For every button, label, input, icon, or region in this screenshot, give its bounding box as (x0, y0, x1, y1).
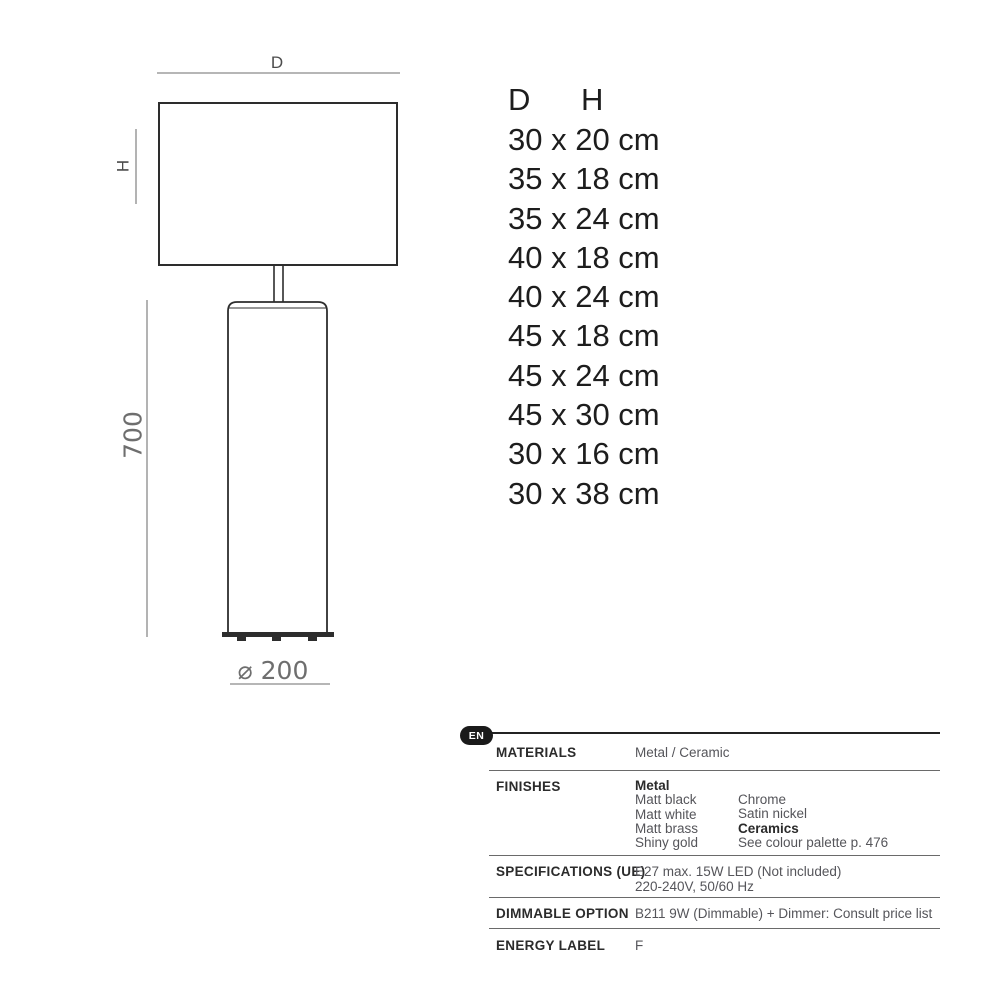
materials-label: MATERIALS (496, 745, 577, 760)
table-divider (489, 928, 940, 929)
finishes-ceramics-note: See colour palette p. 476 (738, 834, 889, 850)
finishes-right-column (738, 793, 888, 850)
specifications-value (635, 864, 841, 894)
energy-label-value: F (635, 938, 644, 953)
finishes-ceramics-heading: Ceramics (738, 820, 799, 836)
finish-option: Matt white (635, 806, 697, 822)
shade-width-label: D (270, 53, 284, 72)
table-divider (489, 855, 940, 856)
size-header-diameter: D (508, 82, 531, 117)
energy-label-label: ENERGY LABEL (496, 938, 606, 953)
size-header-height: H (581, 82, 604, 117)
finishes-metal-heading: Metal (635, 778, 670, 793)
finishes-metal-column (635, 779, 698, 850)
table-divider (489, 770, 940, 771)
size-row: 30 x 16 cm (508, 436, 660, 472)
size-row: 45 x 18 cm (508, 318, 660, 354)
finish-option: Matt brass (635, 820, 699, 836)
materials-value: Metal / Ceramic (635, 745, 730, 760)
dimmable-option-value: B211 9W (Dimmable) + Dimmer: Consult price list (635, 906, 933, 921)
size-row: 45 x 24 cm (508, 357, 660, 393)
base-diameter-label: ⌀ 200 (237, 656, 309, 685)
finish-option: Matt black (635, 792, 697, 808)
specifications-line1: E27 max. 15W LED (Not included) (635, 864, 842, 879)
size-row: 45 x 30 cm (508, 397, 660, 433)
table-divider (489, 897, 940, 898)
size-row: 40 x 24 cm (508, 279, 660, 315)
shade-height-label: H (113, 159, 133, 173)
table-top-line (476, 732, 940, 734)
finish-option: Chrome (738, 792, 787, 807)
size-row: 35 x 24 cm (508, 200, 660, 236)
specifications-line2: 220-240V, 50/60 Hz (635, 879, 754, 895)
size-row: 30 x 20 cm (508, 122, 660, 157)
specifications-label: SPECIFICATIONS (UE) (496, 864, 646, 879)
finishes-label: FINISHES (496, 779, 561, 794)
size-row: 30 x 38 cm (508, 475, 660, 511)
size-row: 40 x 18 cm (508, 239, 660, 275)
finish-option: Shiny gold (635, 835, 699, 851)
body-height-label: 700 (118, 411, 148, 459)
dimmable-option-label: DIMMABLE OPTION (496, 906, 629, 921)
finish-option: Satin nickel (738, 806, 808, 822)
size-row: 35 x 18 cm (508, 161, 660, 197)
language-badge: EN (460, 726, 493, 745)
